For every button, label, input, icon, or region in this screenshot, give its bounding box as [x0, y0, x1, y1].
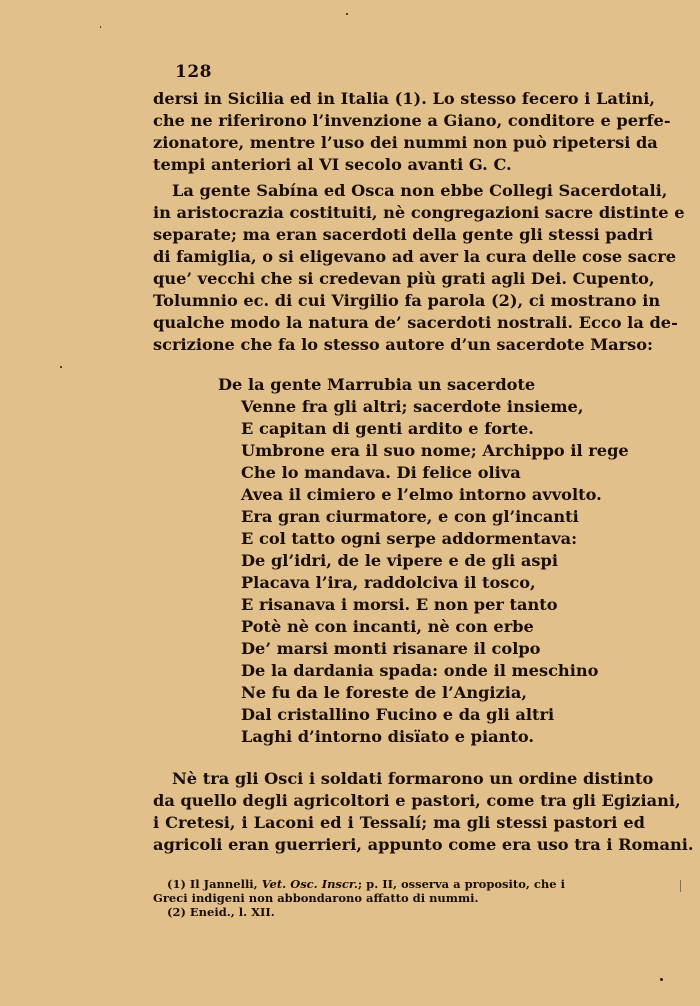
verse-line: Venne fra gli altri; sacerdote insieme,: [241, 397, 584, 416]
text-line: che ne riferirono l’invenzione a Giano, conditore e perfe-: [153, 111, 671, 130]
verse-line: E col tatto ogni serpe addormentava:: [241, 529, 578, 548]
verse-line: De la gente Marrubia un sacerdote: [218, 375, 536, 394]
verse-line: Umbrone era il suo nome; Archippo il rege: [241, 441, 629, 460]
verse-line: E risanava i morsi. E non per tanto: [241, 595, 558, 614]
scan-speck: [100, 26, 101, 28]
verse-line: De gl’idri, de le vipere e de gli aspi: [241, 551, 558, 570]
text-line: di famiglia, o si eligevano ad aver la cura delle cose sacre: [153, 247, 677, 266]
text-line: qualche modo la natura de’ sacerdoti nostrali. Ecco la de-: [153, 313, 678, 332]
verse-quotation: [218, 374, 629, 748]
text-line: da quello degli agricoltori e pastori, come tra gli Egiziani,: [153, 791, 681, 810]
verse-line: Placava l’ira, raddolciva il tosco,: [241, 573, 536, 592]
scan-speck: [60, 366, 62, 368]
text-line: Nè tra gli Osci i soldati formarono un ordine distinto: [172, 769, 654, 788]
verse-line: Che lo mandava. Di felice oliva: [241, 463, 521, 482]
footnotes: [153, 877, 643, 919]
text-line: scrizione che fa lo stesso autore d’un sacerdote Marso:: [153, 335, 654, 354]
footnote-2: (2) Eneid., l. XII.: [167, 905, 275, 919]
scan-speck: [680, 880, 681, 892]
text-line: dersi in Sicilia ed in Italia (1). Lo stesso fecero i Latini,: [153, 89, 656, 108]
verse-line: Potè nè con incanti, nè con erbe: [241, 617, 534, 636]
text-line: que’ vecchi che si credevan più grati agli Dei. Cupento,: [153, 269, 655, 288]
verse-line: Ne fu da le foreste de l’Angizia,: [241, 683, 528, 702]
footnote-1-prefix: (1) Il Jannelli,: [167, 877, 262, 891]
verse-line: De la dardania spada: onde il meschino: [241, 661, 599, 680]
verse-line: Era gran ciurmatore, e con gl’incanti: [241, 507, 579, 526]
footnote-1-suffix: ; p. II, osserva a proposito, che i: [357, 877, 565, 891]
verse-line: Dal cristallino Fucino e da gli altri: [241, 705, 555, 724]
scan-speck: [660, 978, 663, 981]
paragraph-oscan-soldiers: [153, 768, 694, 856]
text-line: Tolumnio ec. di cui Virgilio fa parola (2), ci mostrano in: [153, 291, 661, 310]
text-line: La gente Sabína ed Osca non ebbe Collegi Sacerdotali,: [172, 181, 668, 200]
verse-line: De’ marsi monti risanare il colpo: [241, 639, 541, 658]
page-number: 128: [175, 62, 212, 82]
footnote-1-continuation: Greci indigeni non abbondarono affatto di nummi.: [153, 891, 479, 905]
text-line: agricoli eran guerrieri, appunto come era uso tra i Romani.: [153, 835, 694, 854]
text-line: separate; ma eran sacerdoti della gente gli stessi padri: [153, 225, 654, 244]
paragraph-sabine-priests: [153, 180, 685, 356]
text-line: zionatore, mentre l’uso dei nummi non può ripetersi da: [153, 133, 658, 152]
text-line: in aristocrazia costituiti, nè congregazioni sacre distinte e: [153, 203, 685, 222]
paragraph-continuation: [153, 88, 671, 176]
text-line: i Cretesi, i Laconi ed i Tessalí; ma gli stessi pastori ed: [153, 813, 645, 832]
verse-line: Avea il cimiero e l’elmo intorno avvolto.: [241, 485, 602, 504]
verse-line: E capitan di genti ardito e forte.: [241, 419, 534, 438]
footnote-1-title: Vet. Osc. Inscr.: [261, 877, 358, 891]
scan-speck: [346, 13, 348, 15]
footnote-1: [153, 877, 643, 891]
verse-line: Laghi d’intorno disïato e pianto.: [241, 727, 535, 746]
text-line: tempi anteriori al VI secolo avanti G. C.: [153, 155, 512, 174]
